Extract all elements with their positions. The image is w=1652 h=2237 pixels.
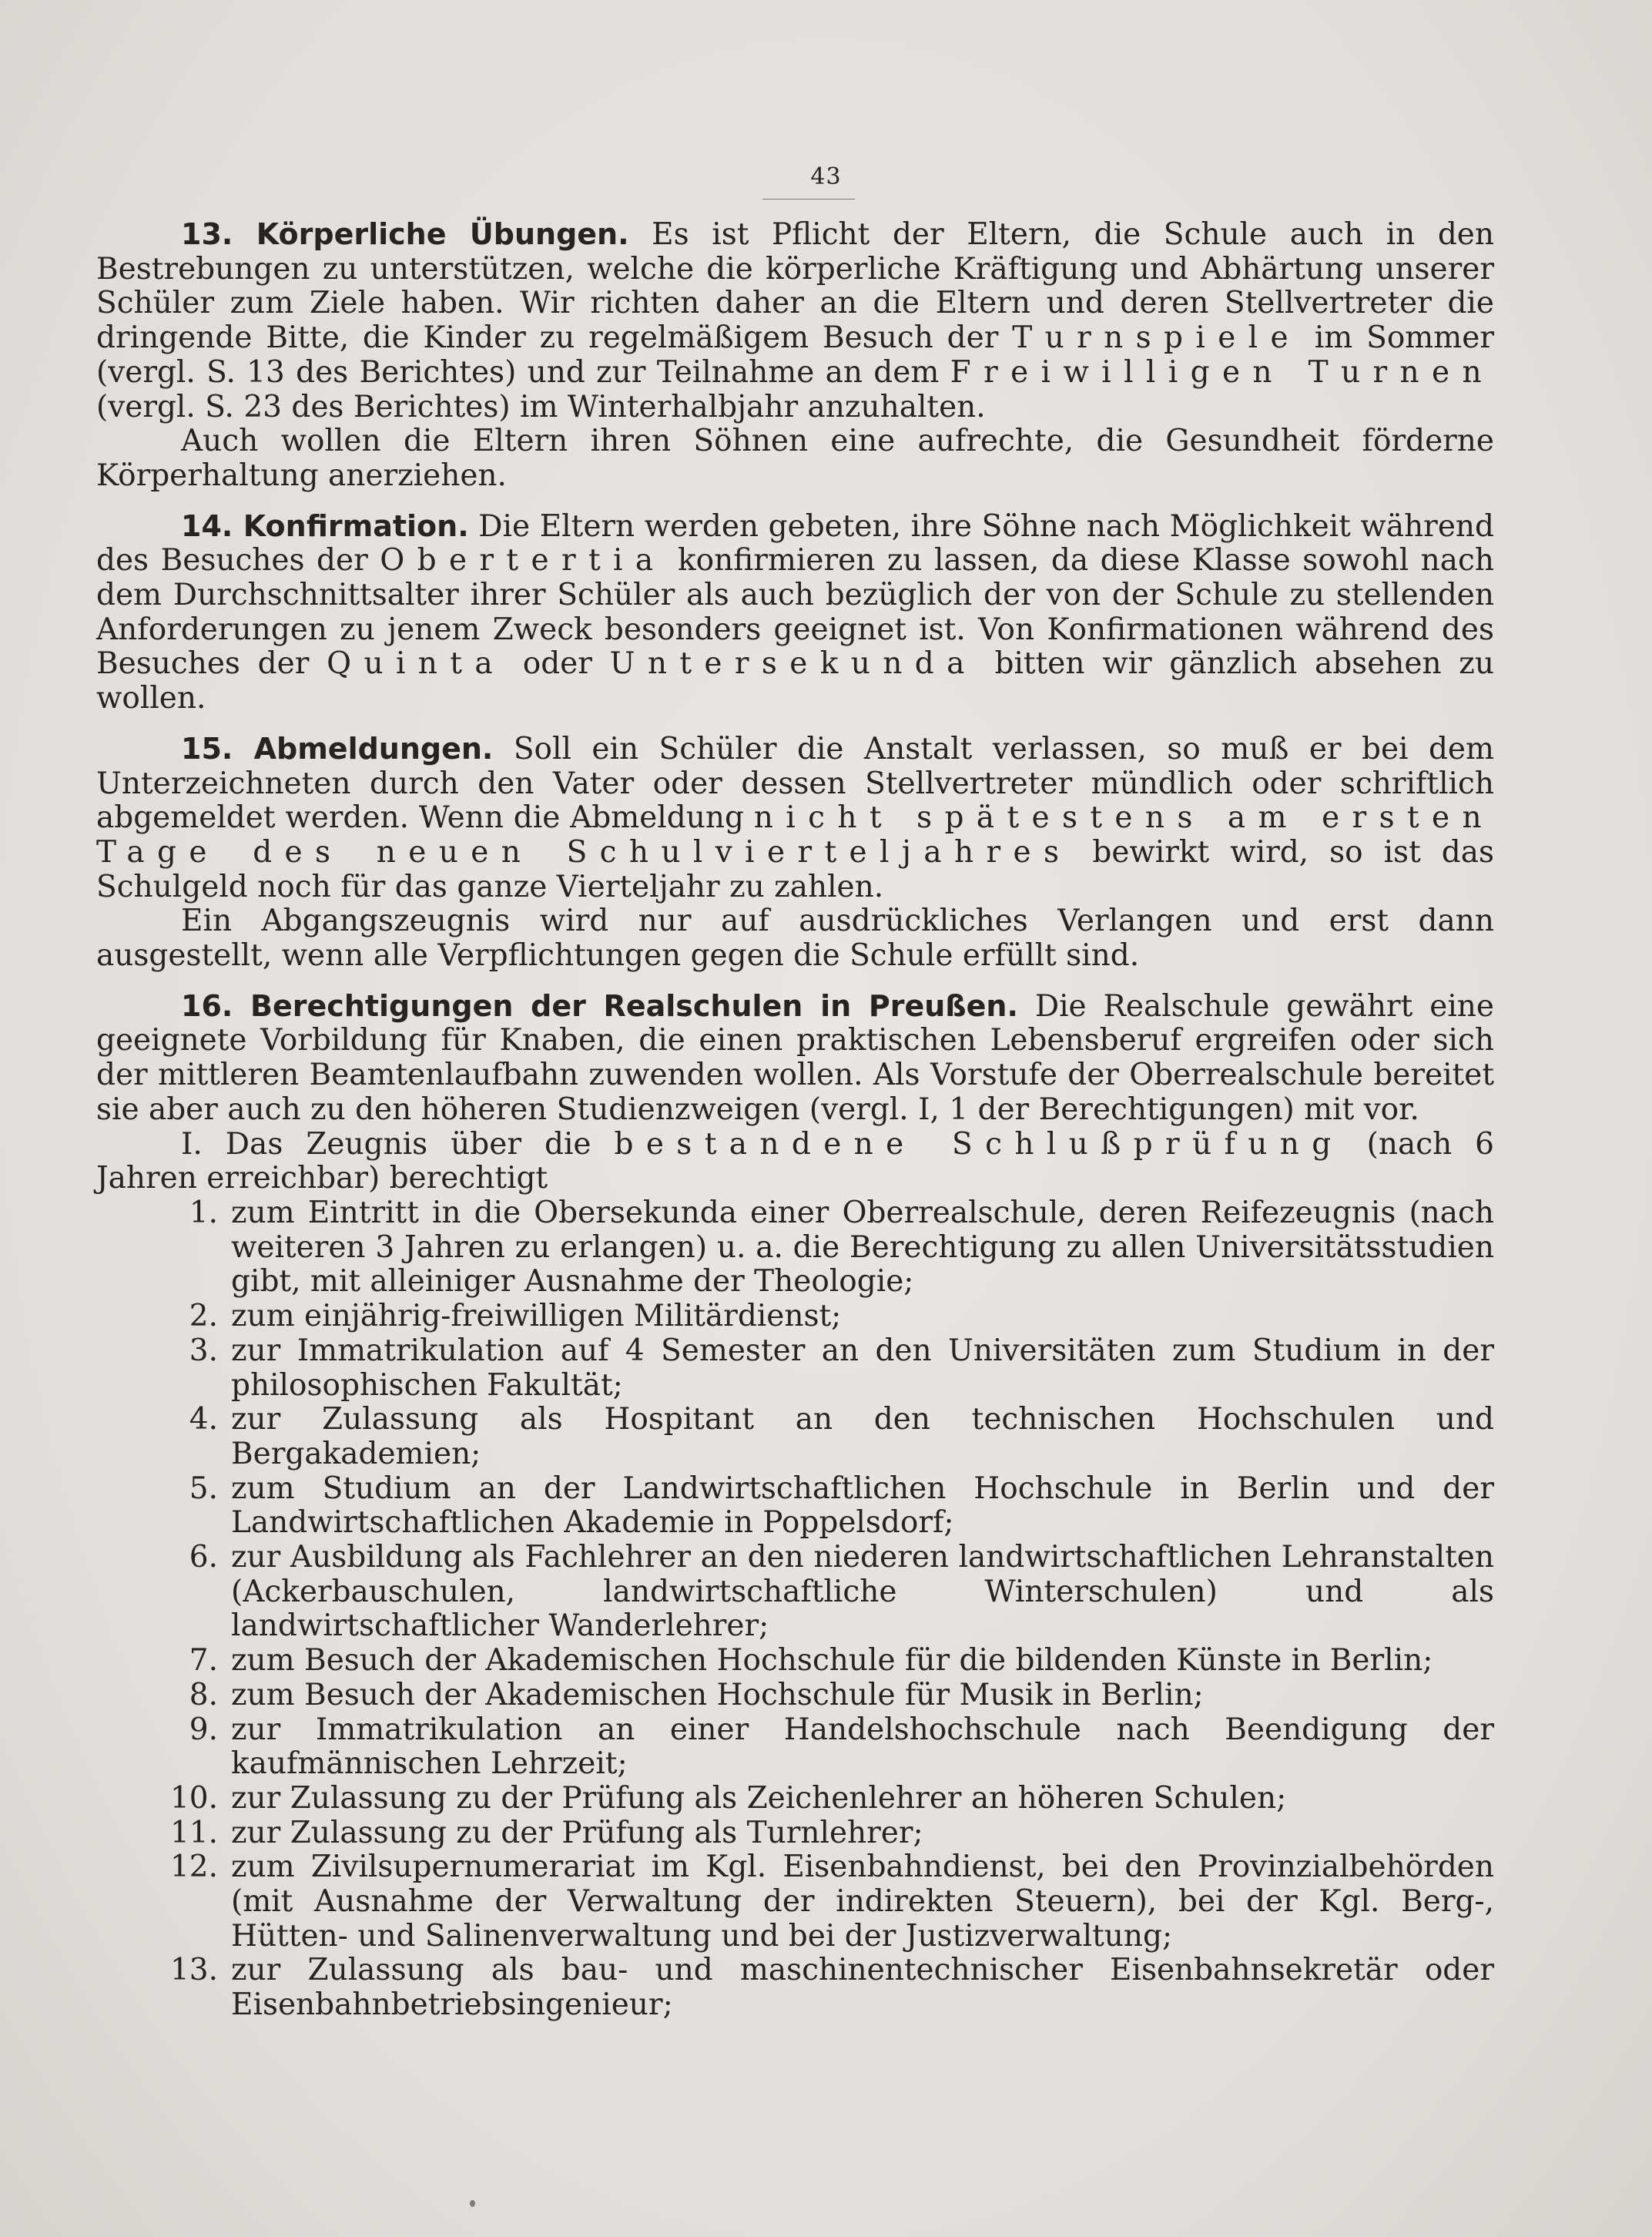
section-15-heading: 15. Abmeldungen. xyxy=(181,731,494,766)
list-item-text: zur Zulassung zu der Prüfung als Turnlehrer; xyxy=(231,1815,923,1850)
section-14-spaced-quinta: Quinta xyxy=(327,646,505,682)
list-item-text: zum Studium an der Landwirtschaftlichen Hochschule in Berlin und der Landwirtschaftlichen Akademie in Poppelsdorf; xyxy=(231,1471,1494,1541)
page-number: 43 xyxy=(810,163,842,190)
section-16-intro-a: I. Das Zeugnis über die xyxy=(181,1126,591,1162)
section-14-paragraph xyxy=(96,509,1494,716)
section-14-text-a: Die Eltern werden gebeten, ihre Söhne nach Möglichkeit während des Besuches der xyxy=(96,508,1494,579)
list-item-text: zum einjährig-freiwilligen Militärdienst; xyxy=(231,1299,842,1334)
section-15-paragraph-2: Ein Abgangszeugnis wird nur auf ausdrückliches Verlangen und erst dann ausgestellt, wenn alle Verpflichtungen gegen die Schule erfüllt sind. xyxy=(96,904,1494,974)
list-item-text: zum Eintritt in die Obersekunda einer Oberrealschule, deren Reifezeugnis (nach weiteren 3 Jahren zu erlangen) u. a. die Berechtigung zu allen Universitätsstudien gibt, mit alleiniger Ausnahme der Theologie; xyxy=(231,1195,1494,1300)
section-16-heading: 16. Berechtigungen der Realschulen in Preußen. xyxy=(181,988,1018,1023)
section-14-text-b: konfirmieren zu lassen, da diese Klasse sowohl nach dem Durchschnittsalter ihrer Schüler als auch bezüglich der von der Schule zu stellenden Anforderungen zu jenem Zweck besonders geeignet ist. Von Konfirmationen während des Besuches der xyxy=(96,543,1495,682)
list-item xyxy=(96,1816,1494,1851)
section-13-heading: 13. Körperliche Übungen. xyxy=(181,217,629,251)
list-item-number: 5. xyxy=(189,1471,218,1506)
list-item-number: 9. xyxy=(189,1712,218,1747)
section-16-paragraph-1 xyxy=(96,989,1494,1128)
section-16-paragraph-2 xyxy=(96,1128,1494,1196)
section-14-spaced-untersekunda: Untersekunda xyxy=(609,646,977,682)
section-13-paragraph-2: Auch wollen die Eltern ihren Söhnen eine aufrechte, die Gesundheit förderne Körperhaltung anerziehen. xyxy=(96,424,1494,493)
page-number-rule xyxy=(762,199,855,200)
section-15-paragraph-1 xyxy=(96,732,1494,905)
section-13-text-b: im Sommer (vergl. S. 13 des Berichtes) und zur Teilnahme an dem xyxy=(96,320,1494,390)
list-item-number: 3. xyxy=(189,1333,218,1368)
list-item-number: 7. xyxy=(189,1643,218,1679)
list-item-number: 12. xyxy=(169,1850,218,1885)
list-item-text: zur Zulassung als Hospitant an den technischen Hochschulen und Bergakademien; xyxy=(231,1402,1494,1471)
list-item xyxy=(96,1713,1494,1782)
list-item-number: 8. xyxy=(189,1677,218,1712)
list-item xyxy=(96,1679,1494,1713)
list-item-number: 6. xyxy=(189,1540,218,1575)
section-13-text-c: (vergl. S. 23 des Berichtes) im Winterhalbjahr anzuhalten. xyxy=(96,389,986,424)
entitlements-list xyxy=(96,1196,1494,2023)
list-item xyxy=(96,1196,1494,1300)
section-14-spaced-obertertia: Obertertia xyxy=(380,543,666,579)
list-item-number: 11. xyxy=(169,1815,218,1850)
list-item xyxy=(96,1541,1494,1644)
section-15-text-b: bewirkt wird, so ist das Schulgeld noch für das ganze Vierteljahr zu zahlen. xyxy=(96,834,1494,904)
list-item-text: zur Zulassung zu der Prüfung als Zeichenlehrer an höheren Schulen; xyxy=(231,1780,1287,1816)
page-body xyxy=(96,217,1494,2023)
list-item-number: 10. xyxy=(169,1780,218,1816)
list-item xyxy=(96,1782,1494,1816)
section-15-spaced-deadline: nicht spätestens am ersten Tage des neuen Schulvierteljahres xyxy=(96,800,1494,870)
list-item-text: zur Immatrikulation auf 4 Semester an den Universitäten zum Studium in der philosophischen Fakultät; xyxy=(231,1333,1494,1403)
list-item-text: zur Ausbildung als Fachlehrer an den niederen landwirtschaftlichen Lehranstalten (Ackerbauschulen, landwirtschaftliche Winterschulen) und als landwirtschaftlicher Wanderlehrer; xyxy=(231,1540,1494,1644)
list-item xyxy=(96,1300,1494,1334)
section-15-text-a: Soll ein Schüler die Anstalt verlassen, so muß er bei dem Unterzeichneten durch den Vater oder dessen Stellvertreter mündlich oder schriftlich abgemeldet werden. Wenn die Abmeldung xyxy=(96,731,1494,836)
list-item-text: zur Immatrikulation an einer Handelshochschule nach Beendigung der kaufmännischen Lehrzeit; xyxy=(231,1712,1494,1782)
section-14-heading: 14. Konfirmation. xyxy=(181,508,469,543)
list-item-text: zur Zulassung als bau- und maschinentechnischer Eisenbahnsekretär oder Eisenbahnbetriebsingenieur; xyxy=(231,1953,1494,2023)
list-item-text: zum Zivilsupernumerariat im Kgl. Eisenbahndienst, bei den Provinzialbehörden (mit Ausnahme der Verwaltung der indirekten Steuern), bei der Kgl. Berg-, Hütten- und Salinenverwaltung und bei der Justizverwaltung; xyxy=(231,1850,1494,1954)
list-item-number: 13. xyxy=(169,1953,218,1988)
list-item xyxy=(96,1954,1494,2022)
section-13-paragraph-1 xyxy=(96,217,1494,424)
list-item xyxy=(96,1850,1494,1954)
list-item-number: 2. xyxy=(189,1299,218,1334)
list-item-number: 1. xyxy=(189,1195,218,1230)
list-item xyxy=(96,1334,1494,1403)
section-16-text-a: Die Realschule gewährt eine geeignete Vorbildung für Knaben, die einen praktischen Lebensberuf ergreifen oder sich der mittleren Beamtenlaufbahn zuwenden wollen. Als Vorstufe der Oberrealschule bereitet sie aber auch zu den höheren Studienzweigen (vergl. I, 1 der Berechtigungen) mit vor. xyxy=(96,988,1494,1127)
section-16-intro-b: (nach 6 Jahren erreichbar) berechtigt xyxy=(96,1126,1494,1196)
list-item xyxy=(96,1644,1494,1679)
section-14-text-c: oder xyxy=(522,646,592,682)
paper-speck xyxy=(470,2200,475,2207)
list-item-number: 4. xyxy=(189,1402,218,1437)
list-item-text: zum Besuch der Akademischen Hochschule für die bildenden Künste in Berlin; xyxy=(231,1643,1433,1679)
list-item xyxy=(96,1403,1494,1471)
list-item xyxy=(96,1472,1494,1541)
section-13-spaced-turnspiele: Turnspiele xyxy=(1012,320,1301,356)
section-14-text-d: bitten wir gänzlich absehen zu wollen. xyxy=(96,646,1494,716)
section-13-text-a: Es ist Pflicht der Eltern, die Schule auch in den Bestrebungen zu unterstützen, welche die körperliche Kräftigung und Abhärtung unserer Schüler zum Ziele haben. Wir richten daher an die Eltern und deren Stellvertreter die dringende Bitte, die Kinder zu regelmäßigem Besuch der xyxy=(96,217,1495,356)
section-13-spaced-freiwilligen-turnen: Freiwilligen Turnen xyxy=(950,354,1494,390)
list-item-text: zum Besuch der Akademischen Hochschule für Musik in Berlin; xyxy=(231,1677,1204,1712)
section-16-spaced-schlusspruefung: bestandene Schlußprüfung xyxy=(614,1126,1344,1162)
